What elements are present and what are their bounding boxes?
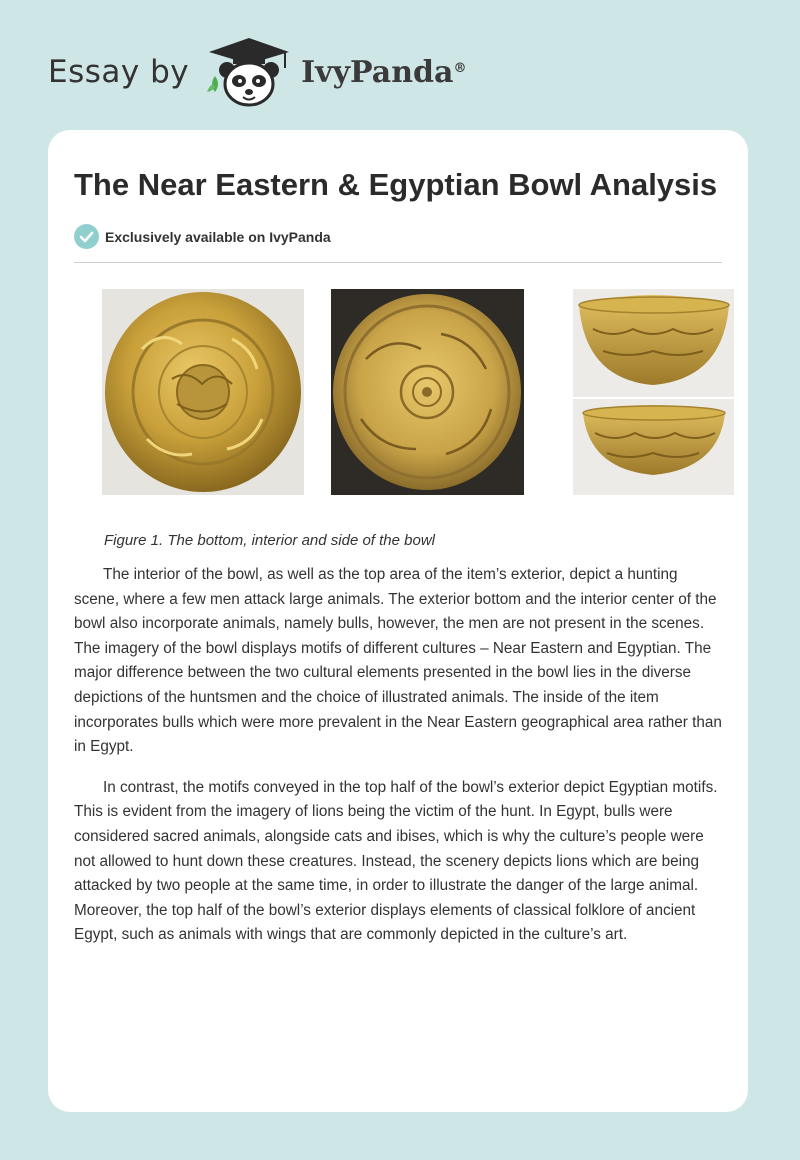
exclusive-badge <box>74 224 722 249</box>
article-card <box>48 130 748 1112</box>
check-icon <box>74 224 99 249</box>
divider <box>74 262 722 263</box>
page-title: The Near Eastern & Egyptian Bowl Analysis <box>74 167 718 202</box>
figure-images <box>74 289 722 495</box>
figure-caption: Figure 1. The bottom, interior and side of the bowl <box>104 532 436 549</box>
exclusive-label: Exclusively available on IvyPanda <box>105 228 331 245</box>
panda-logo-icon[interactable] <box>203 36 295 108</box>
bowl-interior-image <box>331 289 524 495</box>
body-paragraph: In contrast, the motifs conveyed in the top half of the bowl’s exterior depict Egyptian motifs. This is evident from the imagery of lions being the victim of the hunt. In Egypt, bulls were considered sacred animals, alongside cats and ibises, which is why the culture’s people were not allowed to hunt down these creatures. Instead, the scenery depicts lions which are being attacked by two people at the same time, in order to illustrate the danger of the large animal. Moreover, the top half of the bowl’s exterior displays elements of classical folklore of ancient Egypt, such as animals with wings that are commonly depicted in the culture’s art. <box>74 778 718 944</box>
body-paragraph: The interior of the bowl, as well as the top area of the item’s exterior, depict a hunting scene, where a few men attack large animals. The exterior bottom and the interior center of the bowl also incorporate animals, namely bulls, however, the men are not present in the scenes. The imagery of the bowl displays motifs of different cultures – Near Eastern and Egyptian. The major difference between the two cultural elements presented in the bowl lies in the diverse depictions of the huntsmen and the choice of illustrated animals. The inside of the item incorporates bulls which were more prevalent in the Near Eastern geographical area rather than in Egypt. <box>74 566 722 756</box>
site-header <box>48 36 466 108</box>
bowl-bottom-image <box>102 289 304 495</box>
brand-name[interactable]: IvyPanda® <box>301 54 467 90</box>
bowl-side-image <box>573 289 734 495</box>
brand-prefix: Essay by <box>48 54 190 90</box>
